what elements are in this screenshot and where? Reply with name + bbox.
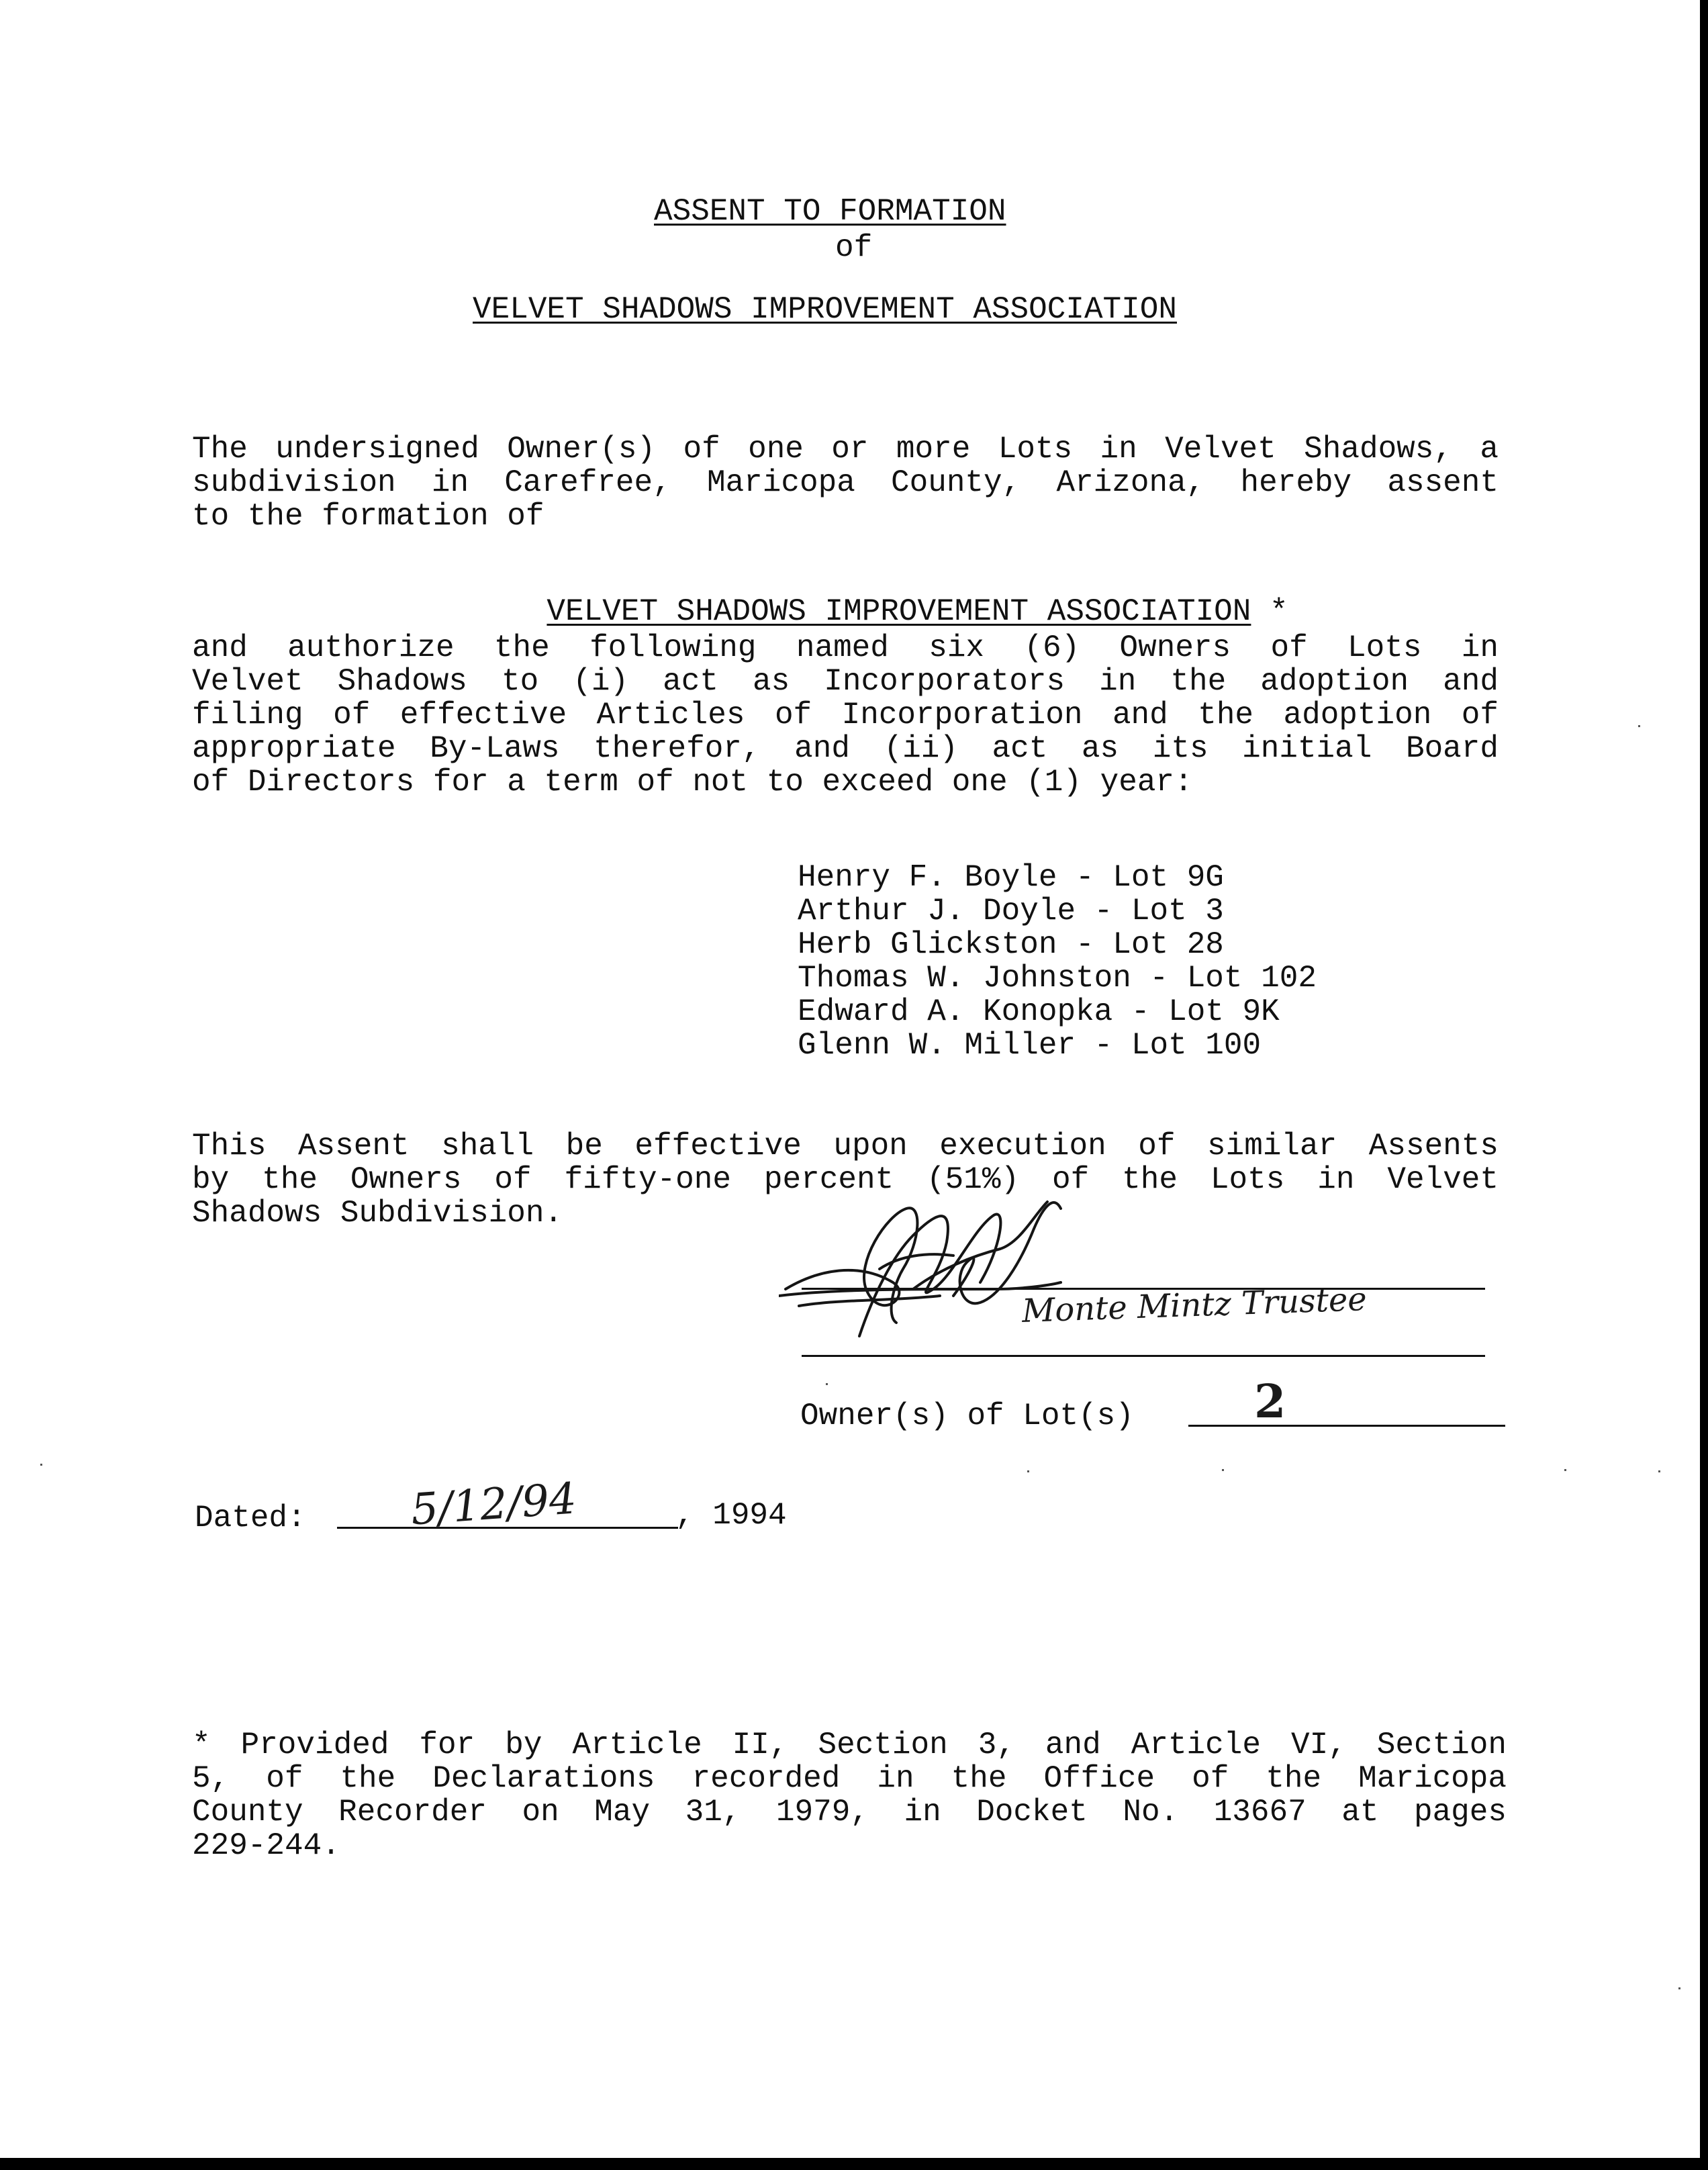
intro-paragraph bbox=[192, 432, 1499, 533]
dated-year: , 1994 bbox=[675, 1498, 787, 1533]
authorize-paragraph bbox=[192, 631, 1499, 799]
association-asterisk: * bbox=[1270, 594, 1288, 629]
authorize-line: filing of effective Articles of Incorporation and the adoption of bbox=[192, 698, 1499, 733]
incorporators-list bbox=[798, 861, 1317, 1062]
footnote-line: 229-244. bbox=[192, 1828, 340, 1863]
effective-line: Shadows Subdivision. bbox=[192, 1196, 563, 1231]
scan-edge-right bbox=[1700, 0, 1708, 2170]
scan-edge-bottom bbox=[0, 2158, 1708, 2170]
footnote-line: County Recorder on May 31, 1979, in Docket No. 13667 at pages bbox=[192, 1795, 1507, 1830]
effective-line: by the Owners of fifty-one percent (51%) of the Lots in Velvet bbox=[192, 1162, 1499, 1197]
incorporator-item: Glenn W. Miller - Lot 100 bbox=[798, 1028, 1262, 1063]
signature-scribble bbox=[779, 1188, 1088, 1363]
scan-speck bbox=[1658, 1470, 1660, 1472]
document-title-association: VELVET SHADOWS IMPROVEMENT ASSOCIATION bbox=[473, 292, 1177, 327]
intro-line: to the formation of bbox=[192, 499, 544, 534]
incorporator-item: Edward A. Konopka - Lot 9K bbox=[798, 994, 1280, 1029]
owner-lot-line bbox=[1188, 1425, 1505, 1427]
footnote-line: 5, of the Declarations recorded in the Office of the Maricopa bbox=[192, 1761, 1507, 1796]
effective-line: This Assent shall be effective upon execution of similar Assents bbox=[192, 1129, 1499, 1164]
incorporator-item: Herb Glickston - Lot 28 bbox=[798, 927, 1224, 962]
scan-speck bbox=[1564, 1469, 1566, 1471]
scan-speck bbox=[1638, 725, 1640, 727]
owner-lot-label: Owner(s) of Lot(s) bbox=[800, 1399, 1134, 1433]
intro-line: The undersigned Owner(s) of one or more Lots in Velvet Shadows, a bbox=[192, 432, 1499, 467]
document-title: ASSENT TO FORMATION bbox=[654, 194, 1006, 229]
dated-handwritten: 5/12/94 bbox=[409, 1474, 578, 1536]
incorporator-item: Arthur J. Doyle - Lot 3 bbox=[798, 894, 1224, 929]
footnote-line: * Provided for by Article II, Section 3, and Article VI, Section bbox=[192, 1728, 1507, 1762]
authorize-line: of Directors for a term of not to exceed one (1) year: bbox=[192, 765, 1193, 800]
scan-speck bbox=[1222, 1469, 1224, 1471]
authorize-line: appropriate By-Laws therefor, and (ii) act as its initial Board bbox=[192, 731, 1499, 766]
scan-speck bbox=[1027, 1470, 1029, 1472]
incorporator-item: Thomas W. Johnston - Lot 102 bbox=[798, 961, 1317, 996]
incorporator-item: Henry F. Boyle - Lot 9G bbox=[798, 860, 1224, 895]
scan-speck bbox=[1678, 1987, 1680, 1989]
owner-lot-value: 2 bbox=[1254, 1375, 1286, 1429]
intro-line: subdivision in Carefree, Maricopa County, Arizona, hereby assent bbox=[192, 465, 1499, 500]
association-heading-text: VELVET SHADOWS IMPROVEMENT ASSOCIATION bbox=[547, 594, 1251, 629]
authorize-line: and authorize the following named six (6) Owners of Lots in bbox=[192, 630, 1499, 665]
document-title-of: of bbox=[835, 230, 873, 265]
scan-speck bbox=[40, 1464, 42, 1466]
dated-label: Dated: bbox=[195, 1501, 306, 1536]
authorize-line: Velvet Shadows to (i) act as Incorporators in the adoption and bbox=[192, 664, 1499, 699]
scan-speck bbox=[826, 1383, 828, 1385]
footnote-paragraph bbox=[192, 1728, 1507, 1862]
signature-printed-name: Monte Mintz Trustee bbox=[1021, 1280, 1368, 1330]
